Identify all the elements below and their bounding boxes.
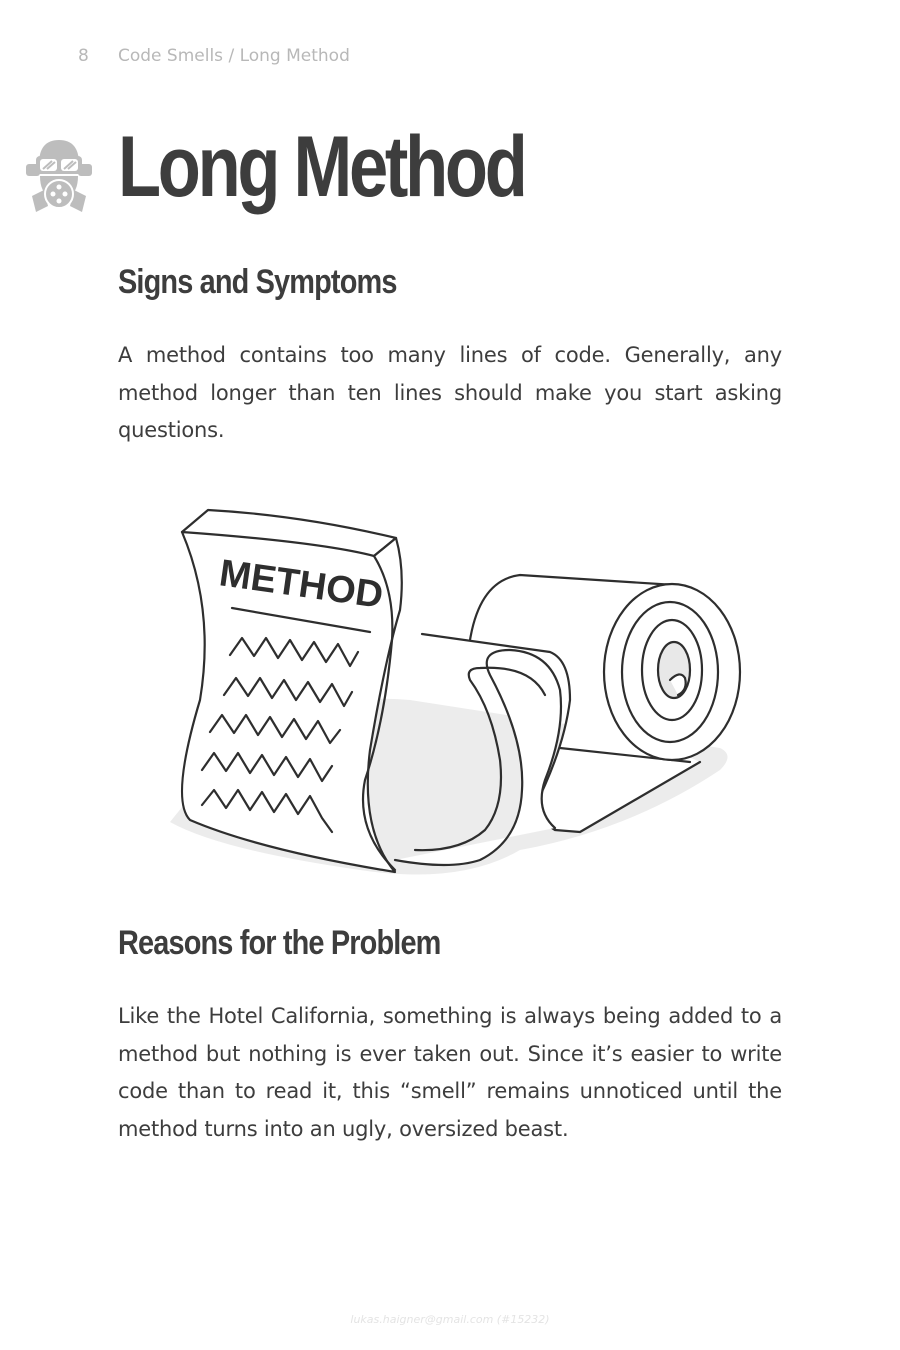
section-paragraph-reasons: Like the Hotel California, something is always being added to a method but nothing is ever taken out. Since it’s easier to write code than to read it, this “smell” remains unnoticed until the method turns into an ugly, oversized beast.: [118, 1004, 782, 1141]
page-title: Long Method: [118, 119, 525, 215]
footer-watermark: lukas.haigner@gmail.com (#15232): [350, 1313, 550, 1326]
section-heading-signs: Signs and Symptoms: [118, 263, 397, 301]
section-paragraph-signs: A method contains too many lines of code. Generally, any method longer than ten lines should make you start asking questions.: [118, 343, 782, 442]
running-header: [78, 46, 350, 66]
section-heading-reasons: Reasons for the Problem: [118, 924, 441, 962]
gas-mask-icon: [24, 136, 94, 216]
illustration-label: METHOD: [216, 552, 386, 617]
scroll-illustration: [160, 500, 750, 895]
breadcrumb: Code Smells / Long Method: [118, 46, 350, 66]
page-number: 8: [78, 46, 89, 66]
